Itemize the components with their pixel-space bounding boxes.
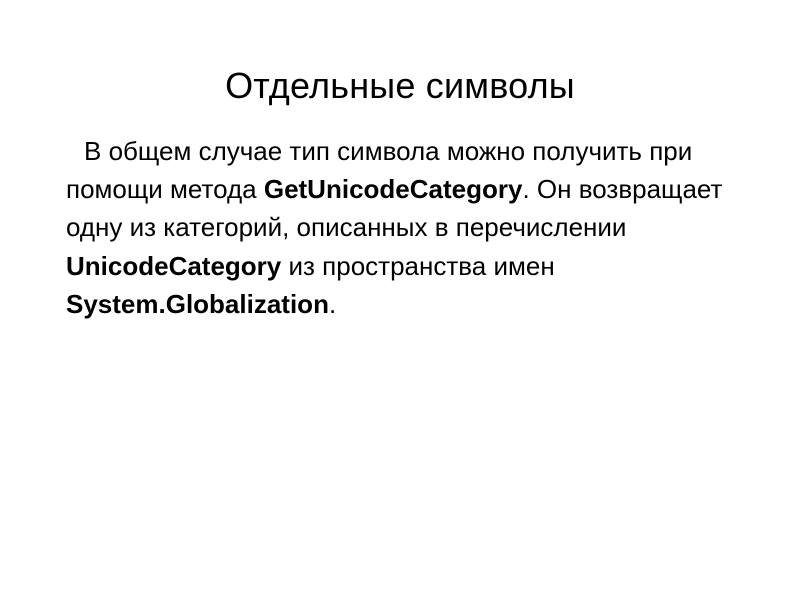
body-paragraph	[66, 132, 756, 323]
api-term-unicodecategory: UnicodeCategory	[66, 250, 282, 281]
body-text-part4: .	[328, 288, 337, 319]
slide-body-text	[66, 132, 756, 323]
body-text-part3: из пространства имен	[281, 250, 555, 281]
api-term-system-globalization: System.Globalization	[66, 288, 329, 319]
api-term-getunicodecategory: GetUnicodeCategory	[263, 174, 523, 205]
page-title: Отдельные символы	[225, 65, 575, 107]
body-text-part1: В общем случае тип символа можно получить при помощи метода	[66, 136, 693, 205]
body-text-part2: . Он возвращает одну из категорий, описанных в перечислении	[66, 174, 723, 243]
